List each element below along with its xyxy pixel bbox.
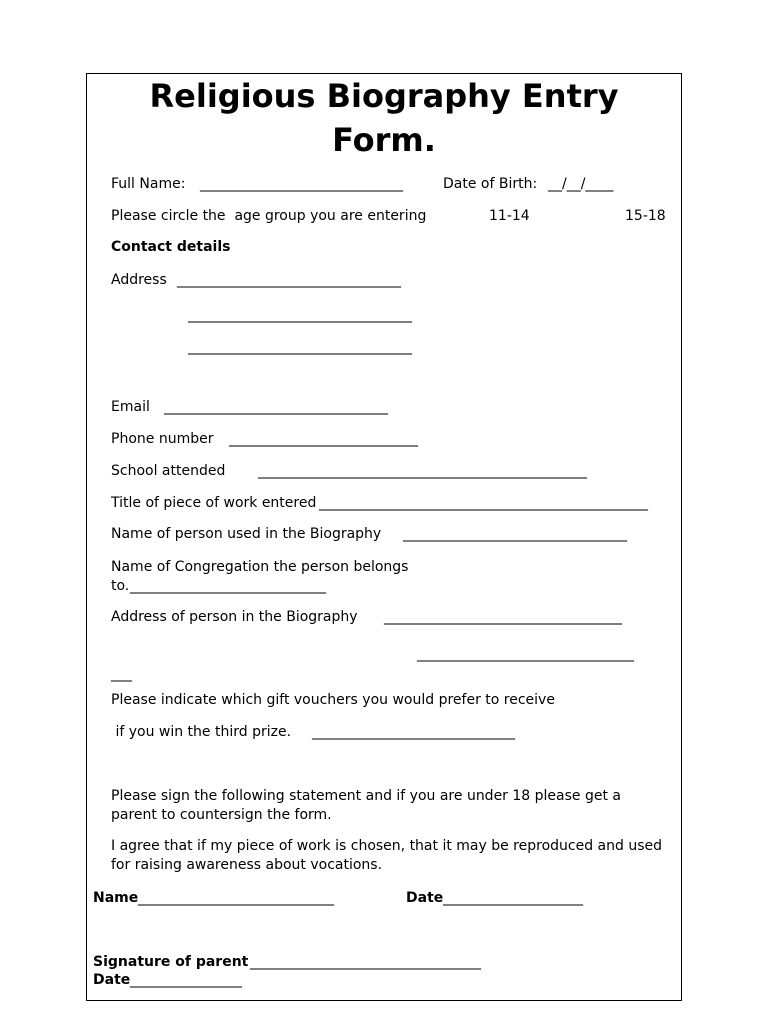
contact-details-heading: Contact details <box>111 239 231 255</box>
full-name-field[interactable]: _____________________________ <box>200 176 403 192</box>
address-label: Address <box>111 272 167 288</box>
parent-date-field[interactable]: ________________ <box>130 972 242 988</box>
person-address-field-1[interactable]: __________________________________ <box>384 609 622 625</box>
person-address-label: Address of person in the Biography <box>111 609 358 625</box>
person-name-label: Name of person used in the Biography <box>111 526 382 542</box>
agreement-text: I agree that if my piece of work is chosen, that it may be reproduced and used <box>111 838 663 854</box>
name-field[interactable]: ____________________________ <box>138 890 334 906</box>
dob-label: Date of Birth: <box>443 176 538 192</box>
email-label: Email <box>111 399 150 415</box>
name-label: Name <box>93 890 139 906</box>
phone-label: Phone number <box>111 431 214 447</box>
person-address-field-2[interactable]: _______________________________ <box>417 646 634 662</box>
sign-statement: Please sign the following statement and if you are under 18 please get a <box>111 788 622 804</box>
agreement-text-cont: for raising awareness about vocations. <box>111 857 383 873</box>
address-field-1[interactable]: ________________________________ <box>177 272 401 288</box>
full-name-label: Full Name: <box>111 176 186 192</box>
school-label: School attended <box>111 463 226 479</box>
voucher-prompt-cont: if you win the third prize. <box>111 724 292 740</box>
age-group-option-15-18[interactable]: 15-18 <box>625 208 666 224</box>
congregation-field[interactable]: ____________________________ <box>130 578 326 594</box>
email-field[interactable]: ________________________________ <box>164 399 388 415</box>
voucher-prompt: Please indicate which gift vouchers you would prefer to receive <box>111 692 555 708</box>
work-title-field[interactable]: _______________________________________________ <box>319 495 648 511</box>
parent-signature-field[interactable]: _________________________________ <box>250 954 481 970</box>
date-label: Date <box>406 890 444 906</box>
age-group-option-11-14[interactable]: 11-14 <box>489 208 530 224</box>
dob-field[interactable]: __/__/____ <box>548 176 614 192</box>
age-group-prompt: Please circle the age group you are entering <box>111 208 427 224</box>
congregation-label-cont: to. <box>111 578 130 594</box>
parent-signature-label: Signature of parent <box>93 954 249 970</box>
school-field[interactable]: _______________________________________________ <box>258 463 587 479</box>
person-name-field[interactable]: ________________________________ <box>403 526 627 542</box>
form-title-line-1: Religious Biography Entry <box>149 77 619 115</box>
congregation-label: Name of Congregation the person belongs <box>111 559 409 575</box>
person-address-field-3[interactable]: ___ <box>111 666 132 682</box>
address-field-3[interactable]: ________________________________ <box>188 339 412 355</box>
sign-statement-cont: parent to countersign the form. <box>111 807 332 823</box>
voucher-field[interactable]: _____________________________ <box>312 724 515 740</box>
work-title-label: Title of piece of work entered <box>111 495 317 511</box>
date-field[interactable]: ____________________ <box>443 890 583 906</box>
form-title-line-2: Form. <box>332 121 436 159</box>
phone-field[interactable]: ___________________________ <box>229 431 418 447</box>
parent-date-label: Date <box>93 972 131 988</box>
address-field-2[interactable]: ________________________________ <box>188 307 412 323</box>
